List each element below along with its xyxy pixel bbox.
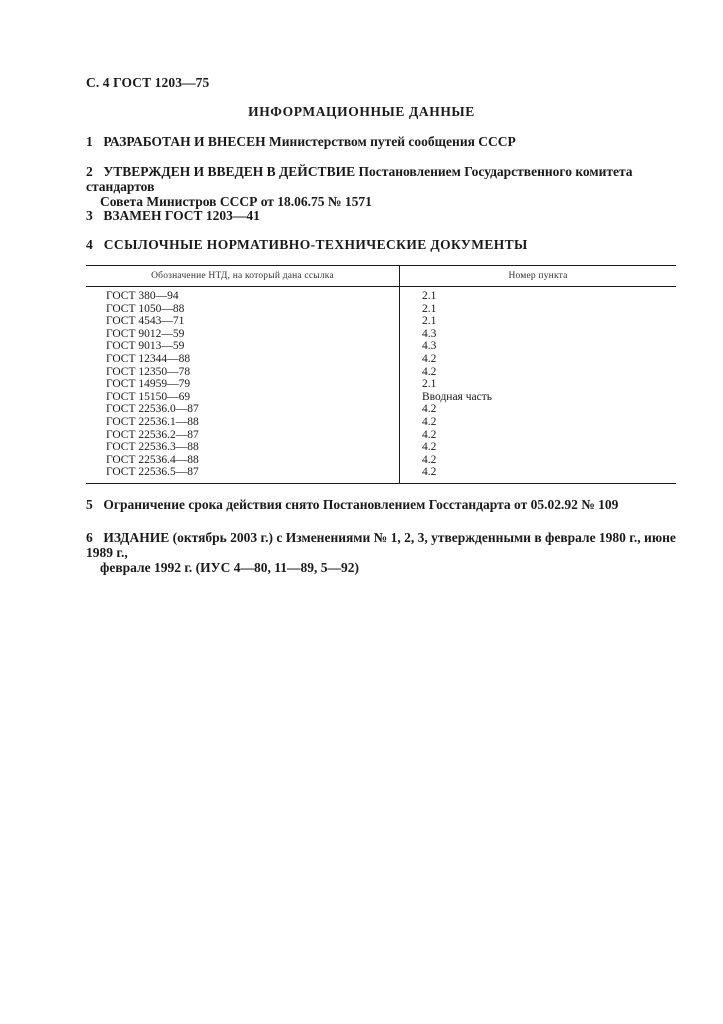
document-designation: ГОСТ 12344—88 — [106, 352, 191, 365]
info-item-3 — [86, 208, 676, 223]
document-designation: ГОСТ 380—94 — [106, 290, 179, 302]
item-caps-label: ВЗАМЕН ГОСТ 1203—41 — [103, 208, 260, 223]
document-designation: ГОСТ 22536.2—87 — [106, 428, 199, 441]
item-number: 2 — [86, 164, 93, 179]
clause-number: 4.2 — [422, 428, 437, 441]
clause-column — [400, 287, 677, 484]
clause-number: 4.2 — [422, 453, 437, 466]
table-header-row — [86, 266, 676, 287]
item-number: 6 — [86, 530, 93, 545]
table-body-row — [86, 287, 676, 484]
document-designation: ГОСТ 12350—78 — [106, 365, 191, 378]
info-item-1 — [86, 134, 676, 149]
document-designation: ГОСТ 22536.4—88 — [106, 453, 199, 466]
document-designation: ГОСТ 1050—88 — [106, 302, 185, 315]
clause-number: 2.1 — [422, 378, 437, 391]
clause-number: 2.1 — [422, 290, 437, 302]
item-text: Министерством путей сообщения СССР — [269, 134, 516, 149]
info-item-6 — [86, 530, 676, 575]
document-designation: ГОСТ 22536.1—88 — [106, 415, 199, 428]
info-item-4 — [86, 237, 676, 252]
info-item-5 — [86, 497, 676, 512]
clause-number: 4.2 — [422, 466, 437, 479]
item-number: 3 — [86, 208, 93, 223]
clause-number: 4.2 — [422, 441, 437, 454]
document-designation: ГОСТ 22536.3—88 — [106, 441, 199, 454]
document-designation: ГОСТ 15150—69 — [106, 390, 191, 403]
clause-number: 4.3 — [422, 340, 437, 353]
document-designation: ГОСТ 22536.0—87 — [106, 403, 199, 416]
document-column — [86, 287, 400, 484]
clause-number: 4.2 — [422, 403, 437, 416]
item-text: Ограничение срока действия снято Постановлением Госстандарта от 05.02.92 № 109 — [103, 497, 619, 512]
item-number: 4 — [86, 237, 94, 252]
clause-number: 2.1 — [422, 315, 437, 328]
reference-documents-table — [86, 265, 676, 484]
clause-number: 4.2 — [422, 352, 437, 365]
clause-number: 4.2 — [422, 365, 437, 378]
item-text-continuation: Совета Министров СССР от 18.06.75 № 1571 — [100, 194, 372, 209]
clause-number: 4.3 — [422, 327, 437, 340]
column-header-clause: Номер пункта — [400, 266, 677, 287]
clause-number: 2.1 — [422, 302, 437, 315]
info-item-2 — [86, 164, 676, 209]
section-title: ИНФОРМАЦИОННЫЕ ДАННЫЕ — [248, 104, 475, 119]
item-text-continuation: феврале 1992 г. (ИУС 4—80, 11—89, 5—92) — [100, 560, 359, 575]
clause-number: 4.2 — [422, 415, 437, 428]
item-text: (октябрь 2003 г.) с Изменениями № 1, 2, 3, утвержденными в феврале 1980 г., июне 1989 г., — [86, 530, 676, 560]
page-header: С. 4 ГОСТ 1203—75 — [86, 75, 210, 90]
item-caps-label: РАЗРАБОТАН И ВНЕСЕН — [103, 134, 266, 149]
document-designation: ГОСТ 22536.5—87 — [106, 466, 199, 479]
item-caps-label: ИЗДАНИЕ — [103, 530, 170, 545]
document-designation: ГОСТ 14959—79 — [106, 378, 191, 391]
clause-number: Вводная часть — [422, 390, 492, 403]
item-text: Постановлением Государственного комитета стандартов — [86, 164, 633, 194]
document-designation: ГОСТ 9012—59 — [106, 327, 185, 340]
column-header-document: Обозначение НТД, на который дана ссылка — [86, 266, 400, 287]
item-number: 5 — [86, 497, 93, 512]
item-number: 1 — [86, 134, 93, 149]
document-designation: ГОСТ 4543—71 — [106, 315, 185, 328]
document-designation: ГОСТ 9013—59 — [106, 340, 185, 353]
item-caps-label: УТВЕРЖДЕН И ВВЕДЕН В ДЕЙСТВИЕ — [103, 164, 356, 179]
item-caps-label: ССЫЛОЧНЫЕ НОРМАТИВНО-ТЕХНИЧЕСКИЕ ДОКУМЕНТЫ — [103, 237, 528, 252]
